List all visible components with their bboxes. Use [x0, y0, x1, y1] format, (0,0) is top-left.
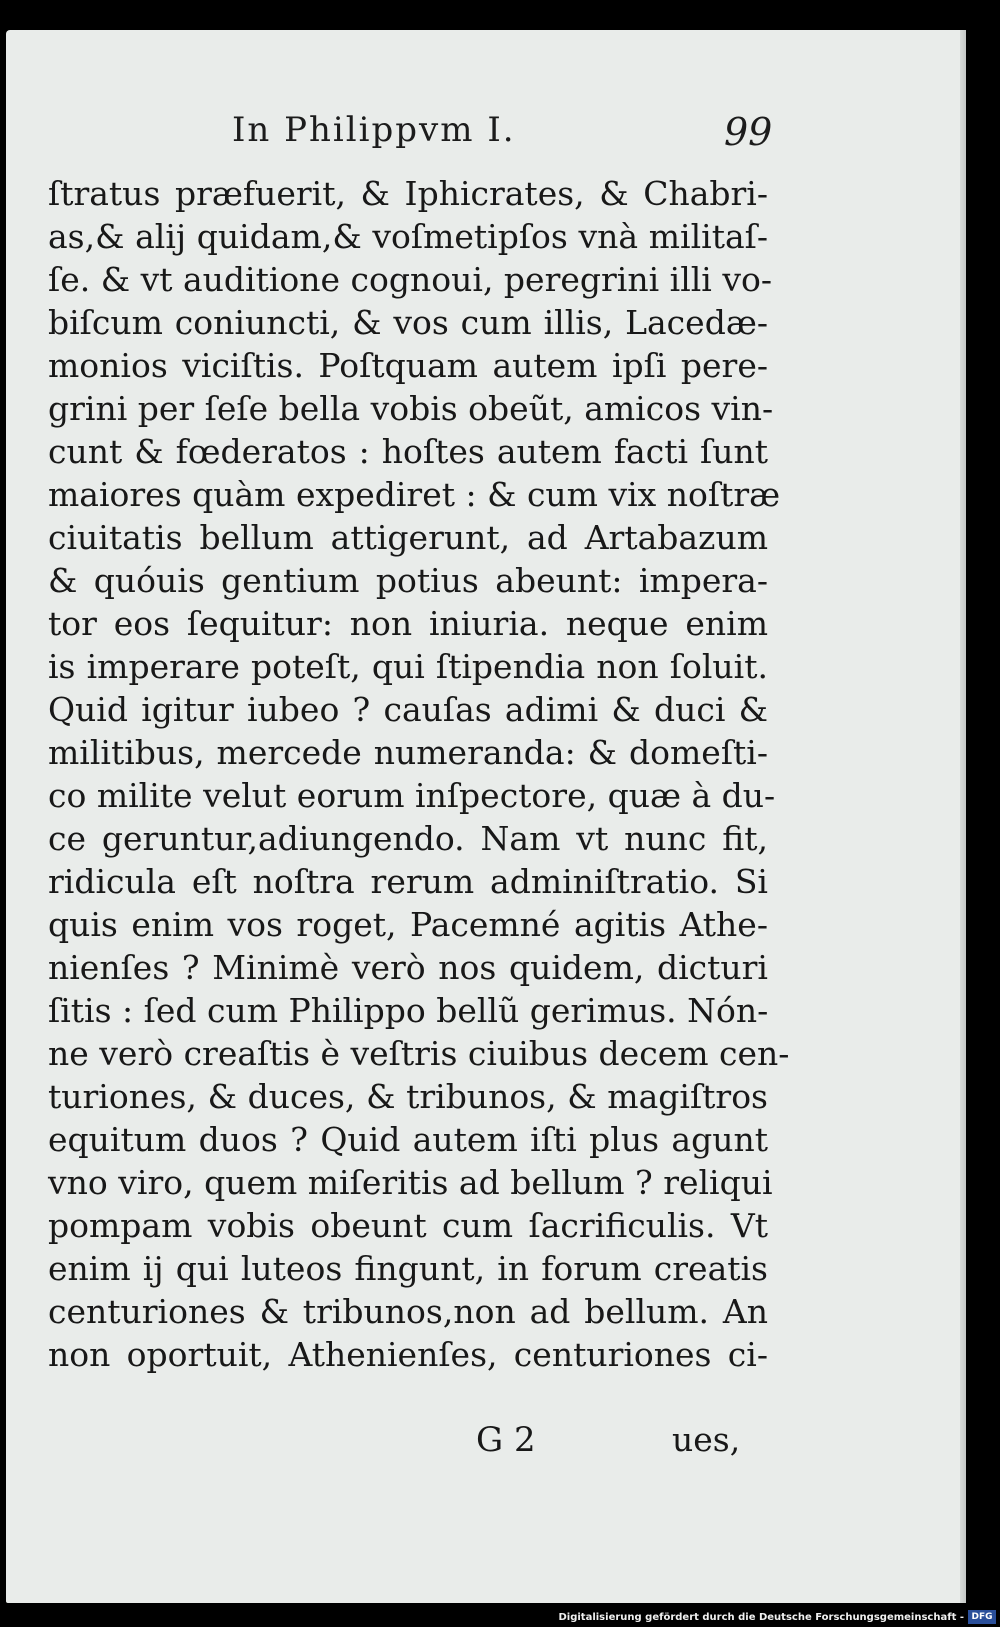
text-line: as,& alij quidam,& voſmetipſos vnà militaſ-: [48, 217, 768, 256]
text-line: tor eos ſequitur: non iniuria. neque enim: [48, 604, 768, 643]
text-line: ſitis : ſed cum Philippo bellũ gerimus. Nón-: [48, 991, 769, 1030]
text-line: non oportuit, Athenienſes, centuriones ci-: [48, 1335, 768, 1374]
text-line: enim ij qui luteos fingunt, in forum creatis: [48, 1249, 768, 1288]
text-line: monios viciſtis. Poſtquam autem ipſi pere-: [48, 346, 768, 385]
text-line: ciuitatis bellum attigerunt, ad Artabazum: [48, 518, 768, 557]
text-line: ridicula eſt noſtra rerum adminiſtratio. Si: [48, 862, 768, 901]
page-number: 99: [724, 110, 773, 154]
text-line: ſe. & vt auditione cognoui, peregrini illi vo-: [48, 260, 773, 299]
text-line: ſtratus præfuerit, & Iphicrates, & Chabri-: [48, 174, 768, 213]
text-line: ne verò creaſtis è veſtris ciuibus decem cen-: [48, 1034, 790, 1073]
text-line: nienſes ? Minimè verò nos quidem, dicturi: [48, 948, 768, 987]
text-line: biſcum coniuncti, & vos cum illis, Lacedæ-: [48, 303, 768, 342]
text-line: turiones, & duces, & tribunos, & magiſtros: [48, 1077, 768, 1116]
text-line: cunt & fœderatos : hoſtes autem facti ſunt: [48, 432, 768, 471]
text-line: maiores quàm expediret : & cum vix noſtræ: [48, 475, 781, 514]
text-line: grini per ſeſe bella vobis obeũt, amicos vin-: [48, 389, 774, 428]
text-line: centuriones & tribunos,non ad bellum. An: [48, 1292, 768, 1331]
text-line: Quid igitur iubeo ? cauſas adimi & duci &: [48, 690, 768, 729]
text-line: & quóuis gentium potius abeunt: impera-: [48, 561, 768, 600]
running-head: In Philippvm I.: [232, 110, 516, 150]
text-line: militibus, mercede numeranda: & domeſti-: [48, 733, 768, 772]
catchword: ues,: [672, 1420, 741, 1459]
text-line: quis enim vos roget, Pacemné agitis Athe-: [48, 905, 768, 944]
text-line: co milite velut eorum inſpectore, quæ à du-: [48, 776, 776, 815]
footer-credit: Digitalisierung gefördert durch die Deutsche Forschungsgemeinschaft -: [558, 1612, 964, 1623]
footer-bar: [0, 1605, 1000, 1627]
book-page: [6, 30, 966, 1603]
text-line: pompam vobis obeunt cum ſacrificulis. Vt: [48, 1206, 768, 1245]
dfg-logo-icon: DFG: [968, 1610, 996, 1624]
text-line: equitum duos ? Quid autem iſti plus agunt: [48, 1120, 768, 1159]
text-line: is imperare poteſt, qui ſtipendia non ſoluit.: [48, 647, 768, 686]
text-line: ce geruntur,adiungendo. Nam vt nunc fit,: [48, 819, 768, 858]
text-line: vno viro, quem miſeritis ad bellum ? reliqui: [48, 1163, 773, 1202]
body-text: [48, 172, 790, 1376]
signature-mark: G 2: [476, 1420, 536, 1460]
